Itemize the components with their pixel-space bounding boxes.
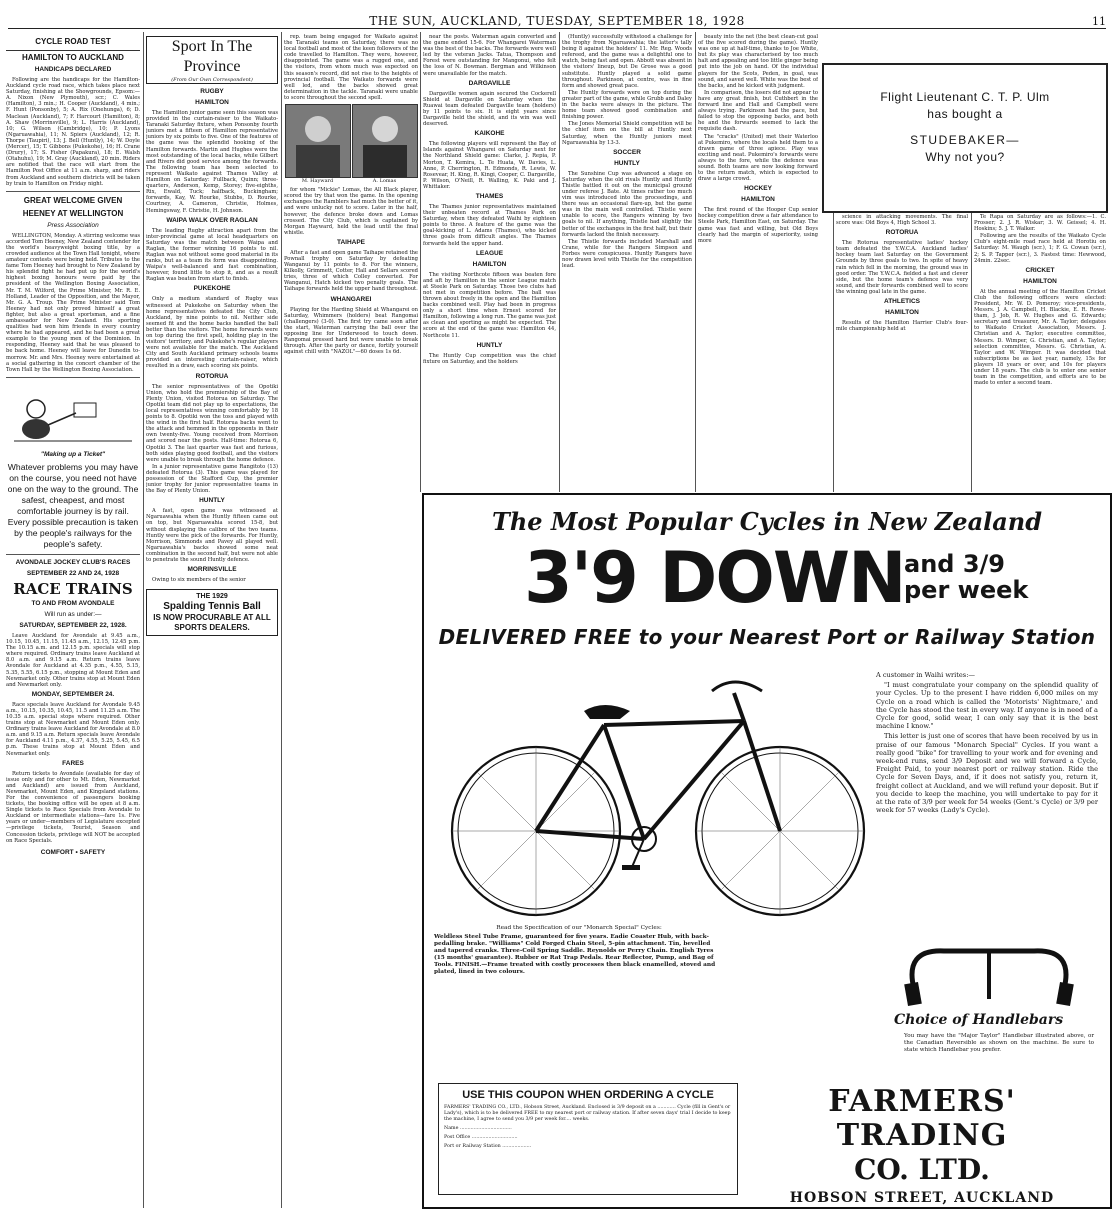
company-line2: CO. LTD. [854, 1153, 990, 1186]
company-line1: FARMERS' TRADING [828, 1084, 1016, 1153]
league-hamilton-heading: HAMILTON [472, 260, 507, 268]
handicaps-heading: HANDICAPS DECLARED [34, 66, 112, 73]
ulm-line-4: Why not you? [925, 150, 1005, 164]
ad-down-payment: 3'9 DOWN [524, 537, 905, 619]
col7-rotorua-heading: ROTORUA [885, 229, 919, 237]
huntly-heading: HUNTLY [199, 497, 225, 505]
coupon-post-office-field[interactable]: Post Office .............................. [444, 1135, 518, 1140]
col6-text1: beauty into the net (the best clean-cut goal of the five scored during the game). Huntly was one up at half-time, thanks to Joe White, but its play was characterised by too much halt and appealing and too little ginger being put into the job on hand. Of the individual players for the Scots, Peden, in goal, was sound, and saved well. White was the best of the backs, and he kicked with judgment. [698, 34, 818, 89]
spec-list [434, 925, 724, 976]
rail-safety-ad: Whatever problems you may have on the course, you need not have one on the way to the ground. The safest, cheapest, and most comfortable journey is by rail. Every possible precaution is taken by the people's railways for the people's safety. [7, 461, 139, 549]
column-2 [146, 34, 278, 1209]
waipa-text: The leading Rugby attraction apart from the inter-provincial game at local headquarters on Saturday was the match between Waipa and Raglan, the former winning 16 points to nil. Raglan was not without some good material in its ranks, but as a team its form was disappointing. Waipa's well-balanced and fast combination, however, found little to stop it, and as a result Raglan was beaten from start to finish. [146, 227, 278, 283]
ad-per-week-line1: and 3/9 [904, 550, 1005, 578]
comfort-safety-footer: COMFORT • SAFETY [40, 848, 106, 856]
photo-lomas [352, 104, 418, 178]
hamilton-auckland-heading: HAMILTON TO AUCKLAND [6, 50, 140, 63]
whangarei-heading: WHANGAREI [330, 295, 372, 303]
taihape-heading: TAIHAPE [336, 238, 366, 246]
to-from-avondale: TO AND FROM AVONDALE [31, 599, 115, 607]
ad-delivered: DELIVERED FREE to your Nearest Port or Railway Station [438, 625, 1096, 649]
spec-title: Read the Specification of our "Monarch Special" Cycles: [496, 925, 662, 931]
col6-text4: The first round of the Hooper Cup senior hockey competition drew a fair attendance to Steele Park, Hamilton East, on Saturday. The game was fast and willing, but Old Boys clearly had the margin of superiority, using more [698, 207, 818, 244]
sport-province-box [146, 36, 278, 84]
col5-text2: The Huntly forwards were on top during the greater part of the game, while Grubb and Daley in the backs were always in the picture. The home team showed good combination and finishing power. [562, 89, 692, 121]
sport-title: Sport In The Province [171, 38, 253, 75]
kaikohe-heading: KAIKOHE [474, 130, 505, 138]
cartoon-illustration [6, 385, 140, 443]
testimonial-quote: "I must congratulate your company on the splendid quality of your Cycles. Up to the present I have ridden 6,000 miles on my Cycle on a road which is called the 'Motorists' Nightmare,' and the Cycle has stood the test in every way. If anyone is in need of a Cycle for good, solid wear, I can only say that it is the best machine I know." [876, 681, 1098, 731]
cricket-heading: CRICKET [1025, 266, 1055, 274]
heeney-heading: HEENEY AT WELLINGTON [22, 208, 124, 218]
cricket-hamilton-heading: HAMILTON [1023, 277, 1057, 285]
rotorua-heading: ROTORUA [195, 372, 229, 380]
player-photos [284, 104, 418, 184]
company-address: HOBSON STREET, AUCKLAND [789, 1190, 1055, 1206]
farmers-cycle-ad [422, 493, 1112, 1209]
hamilton-heading: HAMILTON [195, 99, 229, 106]
masthead [8, 10, 1106, 29]
column-rule [833, 212, 834, 492]
bicycle-illustration [444, 663, 874, 923]
sport-subtitle: (From Our Own Correspondent) [171, 77, 253, 83]
col4-text4: The Thames junior representatives maintained their unbeaten record at Thames Park on Saturday, when they defeated Waihi by eighteen points to three. A feature of the game was the goal-kicking of L. Adams (Thames), who kicked three goals from difficult angles. The Thames forwards held the upper hand. [423, 203, 556, 247]
dargaville-heading: DARGAVILLE [468, 79, 511, 87]
will-run: Will run as under:— [44, 610, 102, 618]
race-trains-heading: RACE TRAINS [13, 579, 133, 598]
column-3 [284, 34, 418, 1209]
order-coupon[interactable] [438, 1083, 738, 1195]
handlebar-illustration [894, 929, 1084, 1009]
spalding-product: Spalding Tennis Ball [163, 601, 261, 613]
column-8 [974, 214, 1106, 490]
column-5 [562, 34, 692, 490]
company-name [742, 1085, 1102, 1209]
handicaps-text: Following are the handicaps for the Hamilton-Auckland cycle road race, which takes place next Saturday, finishing at the Showgrounds, Epsom:— A. Nixon (New Plymouth), scr.; C. Wales (Hamilton), 3 min.; H. Cooper (Auckland), 4 min.; F. Hunt (Ponsonby), 5; A. Rix (Onehunga), 6; D. Maclean (Auckland), 7; F. Harcourt (Hamilton), 8; A. Shaw (Morrinsville), 9; L. Harris (Auckland), 10; G. Wilson (Cambridge), 10; P. Lyons (Ngaruawahia), 11; N. Spiers (Auckland), 12; R. Thorpe (Taupiri), 13; J. Bell (Huntly), 14; W. Doyle (Mercer), 15; T. Gibbons (Pukekohe), 16; H. Crane (Drury), 17; S. Fisher (Papakura), 18; E. Walsh (Otahuhu), 19; M. Gray (Auckland), 20 min. Riders are notified that the race will start from the Hamilton Post Office at 11 a.m. sharp, and riders from Auckland and southern districts will be taken by train to Hamilton on Friday night. [6, 77, 140, 187]
col8-text2: Following are the results of the Waikato Cycle Club's eight-mile road race held at Horotiu on Saturday: M. Waugh (scr.), 1; F. G. Cowan (scr.), 2; S. P. Tapper (scr.), 3. Fastest time: Hewwood, 24min. 22sec. [974, 233, 1106, 264]
column-rule [281, 32, 282, 1208]
photo-lomas-caption: A. Lomas [372, 178, 397, 185]
col4-text2: Dargaville women again secured the Cockerell Shield at Dargaville on Saturday when the Ruawai team defeated Dargaville team (holders) by 11 points to six. It is eight years since Dargaville held the shield, and its win was well deserved. [423, 90, 556, 128]
col4-text5: The visiting Northcote fifteen was beaten fore and aft by Hamilton in the senior League match at Steele Park on Saturday. Those two clubs had not met in competition before. The ball was thrown about freely in the open and the Hamilton backs combined well. Play had been in progress only a short time when Ernest scored for Hamilton, following a long run. The game was just as clean and sporting as might be expected. The score at the end of the game was: Hamilton 44, Northcote 11. [423, 271, 556, 339]
ad-per-week-line2: per week [904, 576, 1029, 604]
col3-text2: for whom "Mickie" Lomas, the All Black player, scored the try that won the game. In the opening exchanges the Ramblers had much the better of it, and were unlucky not to score. Later in the half, however, the defence broke down and Lomas crossed. The City Club, which is captained by Morgan Hayward, held the lead until the final whistle. [284, 187, 418, 236]
offer-text: This letter is just one of scores that have been received by us in praise of our famous "Monarch Special" Cycles. If you want a really good "bike" for travelling to your work and for evening and week-end runs, send 3/9 Deposit and we will forward a Cycle, Freight Paid, to your nearest port or railway station. Ride the Cycle for Seven Days, and, if it does not satisfy you, return it, freight collect at Auckland, and we will refund your deposit. But if you decide to keep the machine, you will undertake to pay for it at the rate of 3/9 per week for 54 weeks (Gent.'s Cycle) or 3/9 per week for 57 weeks (Lady's Cycle). [876, 732, 1098, 815]
thames-heading: THAMES [475, 192, 504, 200]
hamilton-rugby-text: The Hamilton junior game seen this season was provided in the curtain-raiser to the Waikato-Taranaki Saturday fixture, when Ponsonby fourth juniors met a fifteen of Hamilton representative juniors by six points to five. One of the features of the game was the splendid hooking of the Hamilton forwards. Martin and Hughes were the most outstanding of the local backs, while Gilbert and Rivers did good service among the forwards. The following team has been selected to represent Waikato against Thames Valley at Hamilton on Saturday: Fullback, Quinn; three-quarters, Anderson, Kemp, Storey; five-eighths, Rix, Ewald, Tuck; halfback, Buckingham; forwards, Kay, W. Rourke, Stubbs, D. Rourke, Courtney, A. Cameron, Christie, Holmes, Hemingsway, F. Christie, H. Johnson. [146, 110, 278, 214]
fares-heading: FARES [62, 759, 84, 767]
testimonial-intro: A customer in Waihi writes:— [876, 671, 976, 679]
column-rule [420, 32, 421, 492]
col3-text3: After a fast and open game Taihape retained the Pownall trophy on Saturday by defeating Wanganui by 11 points to 8. For the winners, Kilkolly, Grimmett, Cotter, Hall and Sellars scored tries, three of which Colley converted. For Wanganui, Hatch kicked two penalty goals. The Taihape forwards held the upper hand throughout. [284, 249, 418, 293]
col7-text3: Results of the Hamilton Harrier Club's four-mile championship held at [836, 320, 968, 333]
column-rule [143, 32, 144, 1208]
athletics-hamilton-heading: HAMILTON [885, 309, 919, 317]
col4-text1: near the posts. Waterman again converted and the game ended 15-6. For Whangarei Waterman was the best of the backs. The forwards were well led by the veteran Jacks. Tatua, Thompson and Forest were outstanding for Mangonui, who felt the loss of N. Bowman. Bergman and Wilkinson were unavailable for the match. [423, 34, 556, 77]
ulm-line-2: has bought a [927, 107, 1003, 121]
col7-text1: science in attacking movements. The final score was: Old Boys 4, High School 3. [836, 214, 968, 227]
huntly-text: A fast, open game was witnessed at Ngaruawahia when the Huntly fifteen came out on top, but Ngaruawahia scored 15-8, but without displaying the calibre of the two teams. Huntly were the pick of the forwards. For Huntly, Morrison, Simmonds and Pavey all played well. Ngaruawahia's backs showed some neat combination in the second half, but were not able to penetrate the sound Huntly defence. [146, 508, 278, 563]
column-rule [971, 212, 972, 492]
col4-text3: The following players will represent the Bay of Islands against Whangarei on Saturday next for the Northland Shield game: Clarke, J. Repia, P. Morton, T. Kemira, L. Te Huata, W. Davies, L. Anne, P. Cherrington, R. Edmonds, R. Lewis, W. Rosevear, H. King, R. Kingi, Cooper, C. Dargaville, P. Wilson, O'Neill, R. Walling, K. Paki and J. Whittaker. [423, 141, 556, 190]
col3-text1: rep. team being engaged for Waikato against the Taranaki teams on Saturday, there was no local football and most of the keen followers of the code travelled to Hamilton. They were, however, disappointed. The game was a rugged one, and the visitors, from whom much was expected on this season's record, did not rise to the heights of provincial football. The Waikato forwards were well led, and the backs showed great determination in the tackle. Taranaki were unable to score throughout the second spell. [284, 34, 418, 101]
column-7 [836, 214, 968, 490]
ulm-line-1: Flight Lieutenant C. T. P. Ulm [880, 90, 1050, 104]
col8-text1: Te Rapa on Saturday are as follows:—1. C. Prosser; 2. J. R. Wiskar; 3. W. Geissel; 4. H. Hoskins; 5. J. T. Walker. [974, 214, 1106, 233]
byline: Press Association [47, 221, 99, 229]
welcome-heading: GREAT WELCOME GIVEN [23, 195, 123, 205]
owing-text: Owing to six members of the senior [152, 577, 246, 584]
avondale-dates: SEPTEMBER 22 AND 24, 1928 [26, 569, 120, 577]
col7-text2: The Rotorua representative ladies' hockey team defeated the Y.W.C.A. Auckland ladies' hockey team last Saturday on the Government Grounds by three goals to two. In spite of heavy rain which fell in the morning, the ground was in good order. The Y.W.C.A. fielded a fast and clever side, but the home team's defence was very sound, and their forwards combined well to score the winning goal late in the game. [836, 240, 968, 295]
testimonial [876, 671, 1098, 816]
col5-text1: (Huntly) successfully withstood a challenge for the trophy from Ngaruawahia; the latter's tally being 8 against the holders' 11. Mr. Reg. Woods refereed, and the game was a delightful one to watch, being fast and open. Abbott was absent in the visitors' lineup, but De Grose was a good substitute. Huntly played a solid game throughout. Parkinson, at centre, was in fine form and showed great pace. [562, 34, 692, 89]
spalding-ad [146, 589, 278, 636]
soccer-heading: SOCCER [613, 148, 641, 156]
league-huntly-heading: HUNTLY [476, 341, 503, 349]
col5-text3: The Jones Memorial Shield competition will be the chief item on the bill at Huntly next Saturday, when the Huntly juniors meet Ngaruawahia by 13-3. [562, 121, 692, 146]
spec-items: Weldless Steel Tube Frame, guaranteed for five years. Eadie Coaster Hub, with back-pedalling brake. "Williams" Cold Forged Chain Steel, 5-pin attachment. Tin, bevelled and tapered cranks. Three-Coil Spring Saddle. Reynolds or Perry Chain. English Tyres (15 months' guarantee). Rubber or Rat Trap Pedals. Rear Reflector, Pump, and Bag of Tools. FINISH.—Frame treated with costly processes then black enamelled, stoved and plated, lined in two colours. [434, 934, 716, 975]
hockey-hamilton-heading: HAMILTON [741, 196, 775, 204]
junior-text: In a junior representative game Rangitoto (13) defeated Rotorua (3). This game was played for possession of the Stafford Cup, the premier junior trophy for junior representative teams in the Bay of Plenty Union. [146, 463, 278, 495]
column-4 [423, 34, 556, 490]
soccer-huntly-heading: HUNTLY [614, 159, 640, 167]
hockey-heading: HOCKEY [744, 185, 772, 193]
waipa-heading: WAIPA WALK OVER RAGLAN [166, 216, 258, 224]
col6-text2: In comparison, the losers did not appear to have any great finish, but Cuthbert in the forward line and Hall and Campbell were always trying. Parkinson had the pace, but failed to stop the opposing backs, and both he and the forwards seemed to lack the requisite dash. [698, 89, 818, 133]
heeney-text: WELLINGTON, Monday. A stirring welcome was accorded Tom Heeney, New Zealand contender for the world's heavyweight boxing title, by a crowded audience at the Town Hall tonight, where amateur contests were being held. Tributes to the fame Tom Heeney had brought to New Zealand by his splendid fight he had put up for the world's highest boxing honours were paid by the president of the Wellington Boxing Association, Mr. T. M. Wilford, the Prime Minister, Mr. R. E. Holland, Leader of the Opposition, and the Mayor, Mr. G. A. Troup. The Prime Minister said Tom Heeney had not only proved himself a great fighter, but also a great sportsman, and a fine ambassador for New Zealand. His sporting qualities had won him friends in every country where he had appeared, and he had been a great example to the young men of the Dominion. In responding, Heeney said that he was pleased to be back home. Heeney will leave for Dunedin to-morrow. Mr. and Mrs. Heeney were entertained at a social gathering in the concert chamber of the Town Hall by the Wellington Boxing Association. [6, 232, 140, 373]
handlebar-title: Choice of Handlebars [894, 1012, 1064, 1028]
rotorua-text: The senior representatives of the Opotiki Union, who hold the premiership of the Bay of Plenty Union, visited Rotorua on Saturday. The Opotiki team did not play up to expectations, the local representatives winning comfortably by 18 points to 8. Opotiki won the toss and played with the wind in the first half. Rotorua backs went to the attack and hemmed in the opponents in their own twenty-five. Young received from Morrison and scored near the posts. Half-time: Rotorua 6, Opotiki 3. The last quarter was fast and furious, both sides playing good football, and the visitors were unable to break through the home defence. [146, 383, 278, 463]
monday-heading: MONDAY, SEPTEMBER 24. [31, 690, 115, 698]
cartoon-caption: "Making up a Ticket" [40, 450, 106, 458]
morrinsville-heading: MORRINSVILLE [187, 566, 237, 574]
column-rule [695, 32, 696, 492]
col8-text3: At the annual meeting of the Hamilton Cricket Club the following officers were elected: President, Mr. W. D. Pomeroy; vice-presidents, Messrs. J. A. Campbell, H. Blackie, E. R. Rowe-tham, J. Job, R. W. Hughes and G. Edwards; secretary and treasurer, Mr. A. Taylor; delegates to Waikato Cricket Association, Messrs. J. Christian and A. Taylor; executive committee, Messrs. D. Wimper, G. Christian, and A. Taylor; selection committee, Messrs. G. Christian, A. Taylor and W. Wimper. It was decided that subscriptions be as last year, namely, 15s for players 18 years or over, and 10s for players under 18 years. The club is to enter one senior team in the competition, and efforts are to be made to enter a second team. [974, 288, 1106, 387]
league-heading: LEAGUE [475, 249, 504, 257]
col5-text4: The Sunshine Cup was advanced a stage on Saturday when the old rivals Huntly and Huntly Thistle battled it out on the municipal ground under referee J. Bate. At times rather too much vim was introduced into the proceedings, and there was an occasional flare-up, but the game was in the main well controlled. Thistle were unable to score, the Rangers winning by two goals to nil. If anything, Thistle had slightly the better of the exchanges in the first half, but their forwards lacked the finish necessary. [562, 170, 692, 238]
pukekohe-text: Only a medium standard of Rugby was witnessed at Pukekohe on Saturday when the home representatives defeated the City Club, Auckland, by nine points to nil. Neither side seemed fit and the home backs handled the ball better than the visitors. The home forwards were on top during the first spell, holding play in the visitors' territory, and Pukekohe's regular players were not available for the match. The Auckland City and South Auckland primary schools teams provided an interesting curtain-raiser, which resulted in a draw, each scoring six points. [146, 296, 278, 370]
saturday-text: Leave Auckland for Avondale at 9.45 a.m., 10.15, 10.45, 11.15, 11.45 a.m., 12.15, 12.45 p.m. The 10.15 a.m. and 12.15 p.m. specials will stop where required. Ordinary trains leave Auckland at 8.0 a.m. and 9.15 a.m. Return trains leave Avondale for Auckland at 4.35 p.m., 4.55, 5.15, 5.35, 5.55, 6.15 p.m., stopping at Mount Eden and Newmarket only. Other trains stop at Mount Eden and Newmarket only. [6, 632, 140, 688]
photo-hayward [285, 104, 351, 178]
col3-text4: Playing for the Harding Shield at Whangarei on Saturday, Whimmers (holders) beat Rangomai (challengers) (3-0). The first try came soon after the start, Waterman carrying the ball over the opposing line for Underwood to touch down. Rangomai pressed hard but were unable to break through. After the party or dance, fortify yourself against chill with "NAZOL"—60 doses 1s 6d. [284, 306, 418, 356]
avondale-heading: AVONDALE JOCKEY CLUB'S RACES [15, 558, 131, 566]
column-1 [6, 34, 140, 1209]
coupon-body: FARMERS' TRADING CO., LTD., Hobson Street, Auckland. Enclosed is 3/9 deposit on a ............ Cycle (fill in Gent's or Lady's), which is to be delivered FREE to my nearest port or railway station. If after seven days' trial I decide to keep the machine, I agree to send you 3/9 per week for.... weeks. [444, 1105, 731, 1122]
col4-text6: The Huntly Cup competition was the chief fixture on Saturday, and the holders [423, 352, 556, 365]
page-number: 11 [1092, 15, 1106, 28]
spalding-availability: IS NOW PROCURABLE AT ALL SPORTS DEALERS. [153, 613, 271, 633]
coupon-station-field[interactable]: Port or Railway Station ................... [444, 1144, 532, 1149]
athletics-heading: ATHLETICS [884, 298, 920, 306]
column-rule [559, 32, 560, 492]
ulm-line-3: STUDEBAKER— [910, 133, 1020, 147]
spalding-year: THE 1929 [196, 593, 228, 601]
cycle-test-heading: CYCLE ROAD TEST [35, 37, 111, 46]
coupon-name-field[interactable]: Name .................................. [444, 1126, 512, 1131]
ad-per-week [904, 551, 1028, 603]
masthead-title: THE SUN, AUCKLAND, TUESDAY, SEPTEMBER 18, 1928 [369, 14, 745, 28]
handlebar-text: You may have the "Major Taylor" Handlebar illustrated above, or the Canadian Reversible as shown on the machine. Be sure to state which Handlebar you prefer. [904, 1033, 1094, 1053]
ad-title: The Most Popular Cycles in New Zealand [491, 507, 1043, 536]
fares-text: Return tickets to Avondale (available for day of issue only and for other to Mt. Eden, Newmarket and Auckland) are issued from Auckland, Newmarket, Mount Eden, and Kingsland stations. For the convenience of passengers booking tickets, the booking office will be open at 8 a.m. Single tickets to Race Specials from Avondale to Auckland or intermediate stations—fare 1s. Five years or under—members of Legislature excepted—privilege tickets, Tourist, Season and Concession tickets, privilege will NOT be accepted on Race Specials. [6, 770, 140, 844]
studebaker-ad [822, 63, 1108, 213]
column-6 [698, 34, 818, 490]
col5-text5: The Thistle forwards included Marshall and Crane, while for the Rangers Simpson and Forbes were conspicuous. Huntly Rangers have now drawn level with Thistle for the competition lead. [562, 238, 692, 270]
photo-hayward-caption: M. Hayward [301, 178, 334, 185]
monday-text: Race specials leave Auckland for Avondale 9.45 a.m., 10.15, 10.35, 10.45, 11.5 and 11.25 a.m. The 10.35 a.m. special stops where required. Other trains stop at Newmarket and Mount Eden only. Ordinary trains leave Auckland for Avondale at 8.0 a.m. and 9.15 a.m. Return specials leave Avondale for Auckland 4.11 p.m., 4.37, 4.55, 5.25, 5.45, 6.5 p.m. These trains stop at Mount Eden and Newmarket only. [6, 701, 140, 757]
coupon-title: USE THIS COUPON WHEN ORDERING A CYCLE [462, 1089, 714, 1101]
col6-text3: The "cracks" (United) met their Waterloo at Pukemiro, where the locals held them to a drawn game of three apiece. Play was exciting and neat. Pukemiro's forwards were always to the fore, while the defence was sound. Both teams are now looking forward to the return match, which is expected to draw a large crowd. [698, 133, 818, 183]
pukekohe-heading: PUKEKOHE [193, 285, 231, 293]
saturday-heading: SATURDAY, SEPTEMBER 22, 1928. [19, 621, 127, 629]
rugby-heading: RUGBY [200, 88, 224, 95]
